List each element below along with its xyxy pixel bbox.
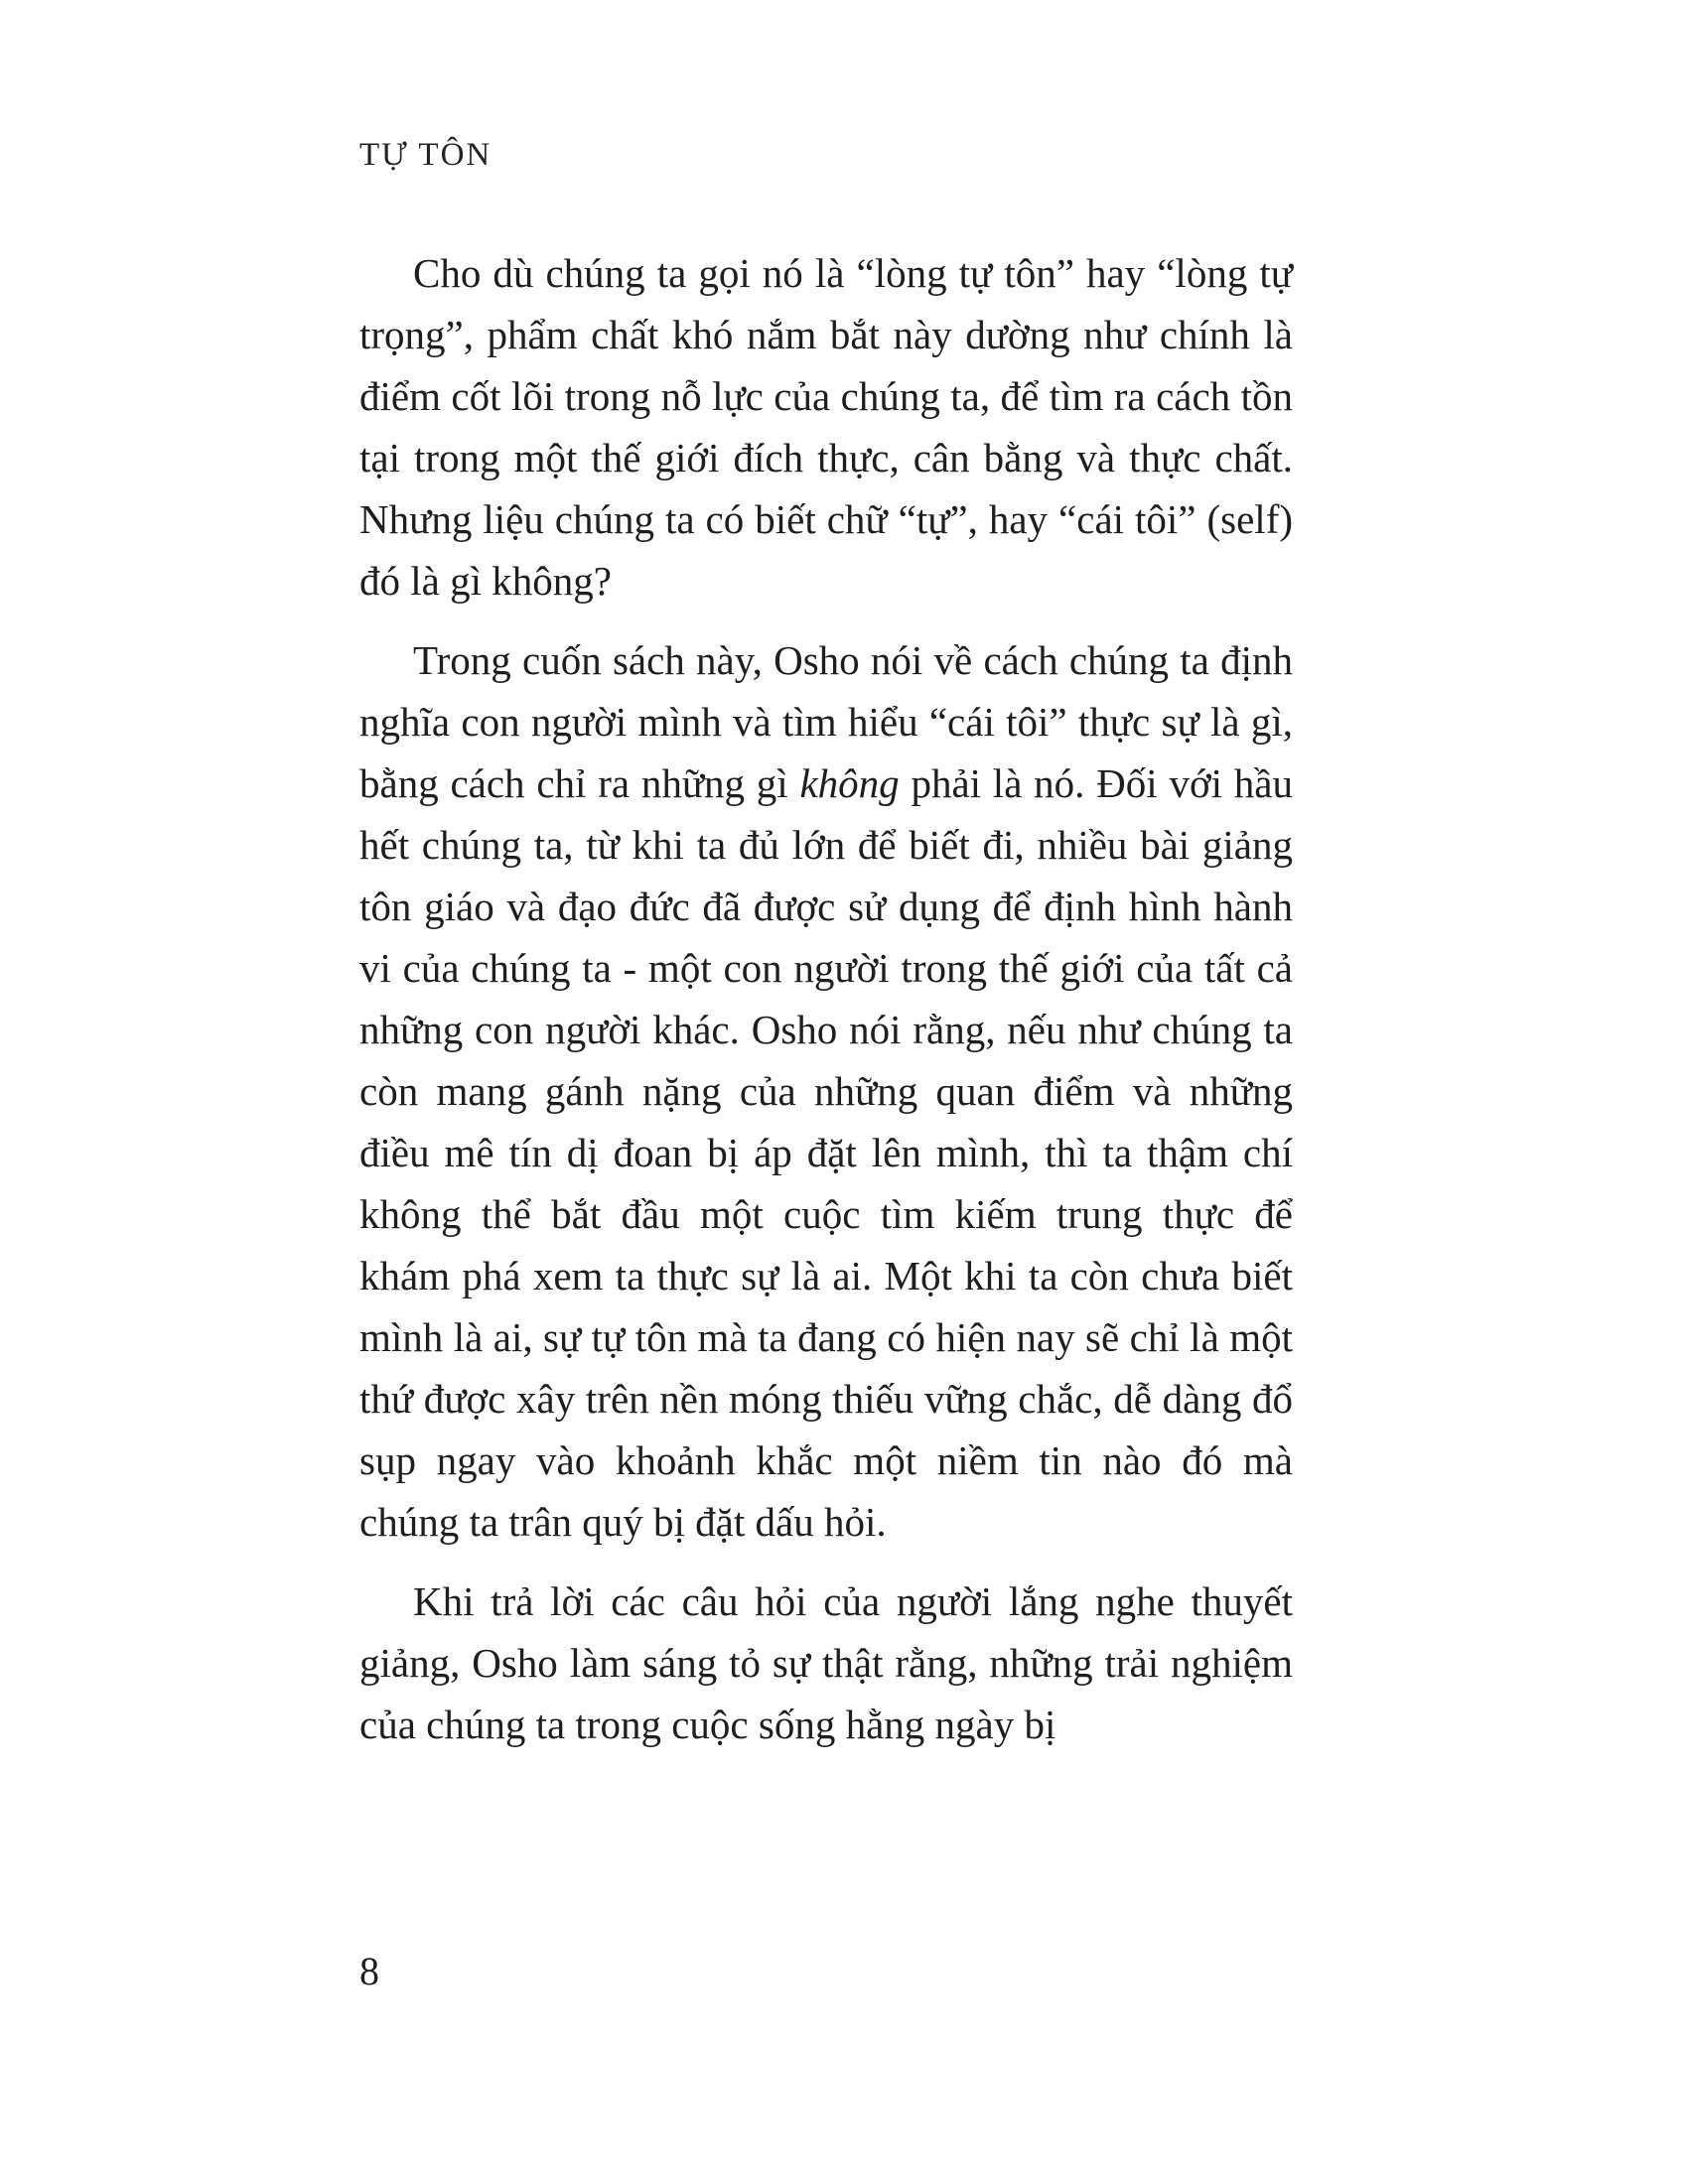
text-run: phải là nó. Đối với hầu hết chúng ta, từ khi ta đủ lớn để biết đi, nhiều bài giảng tôn giáo và đạo đức đã được sử dụng để định hình hành vi của chúng ta - một con người trong thế giới của tất cả những con người khác. Osho nói rằng, nếu như chúng ta còn mang gánh nặng của những quan điểm và những điều mê tín dị đoan bị áp đặt lên mình, thì ta thậm chí không thể bắt đầu một cuộc tìm kiếm trung thực để khám phá xem ta thực sự là ai. Một khi ta còn chưa biết mình là ai, sự tự tôn mà ta đang có hiện nay sẽ chỉ là một thứ được xây trên nền móng thiếu vững chắc, dễ dàng đổ sụp ngay vào khoảnh khắc một niềm tin nào đó mà chúng ta trân quý bị đặt dấu hỏi. [359, 760, 1293, 1545]
text-run: Trong cuốn sách này, Osho nói về cách chúng ta định nghĩa con người mình và tìm hiểu “cái tôi” thực sự là gì, bằng cách chỉ ra những gì [359, 637, 1293, 806]
paragraph [359, 242, 1293, 612]
paragraph [359, 1570, 1293, 1755]
paragraph [359, 629, 1293, 1553]
text-run: Khi trả lời các câu hỏi của người lắng nghe thuyết giảng, Osho làm sáng tỏ sự thật rằng, những trải nghiệm của chúng ta trong cuộc sống hằng ngày bị [359, 1578, 1293, 1747]
italic-text-run: không [799, 760, 900, 806]
body-text-block [359, 242, 1293, 1773]
text-run: Cho dù chúng ta gọi nó là “lòng tự tôn” hay “lòng tự trọng”, phẩm chất khó nắm bắt này dường như chính là điểm cốt lõi trong nỗ lực của chúng ta, để tìm ra cách tồn tại trong một thế giới đích thực, cân bằng và thực chất. Nhưng liệu chúng ta có biết chữ “tự”, hay “cái tôi” (self) đó là gì không? [359, 250, 1293, 604]
page-number: 8 [359, 1949, 379, 1993]
running-header: TỰ TÔN [359, 137, 492, 173]
